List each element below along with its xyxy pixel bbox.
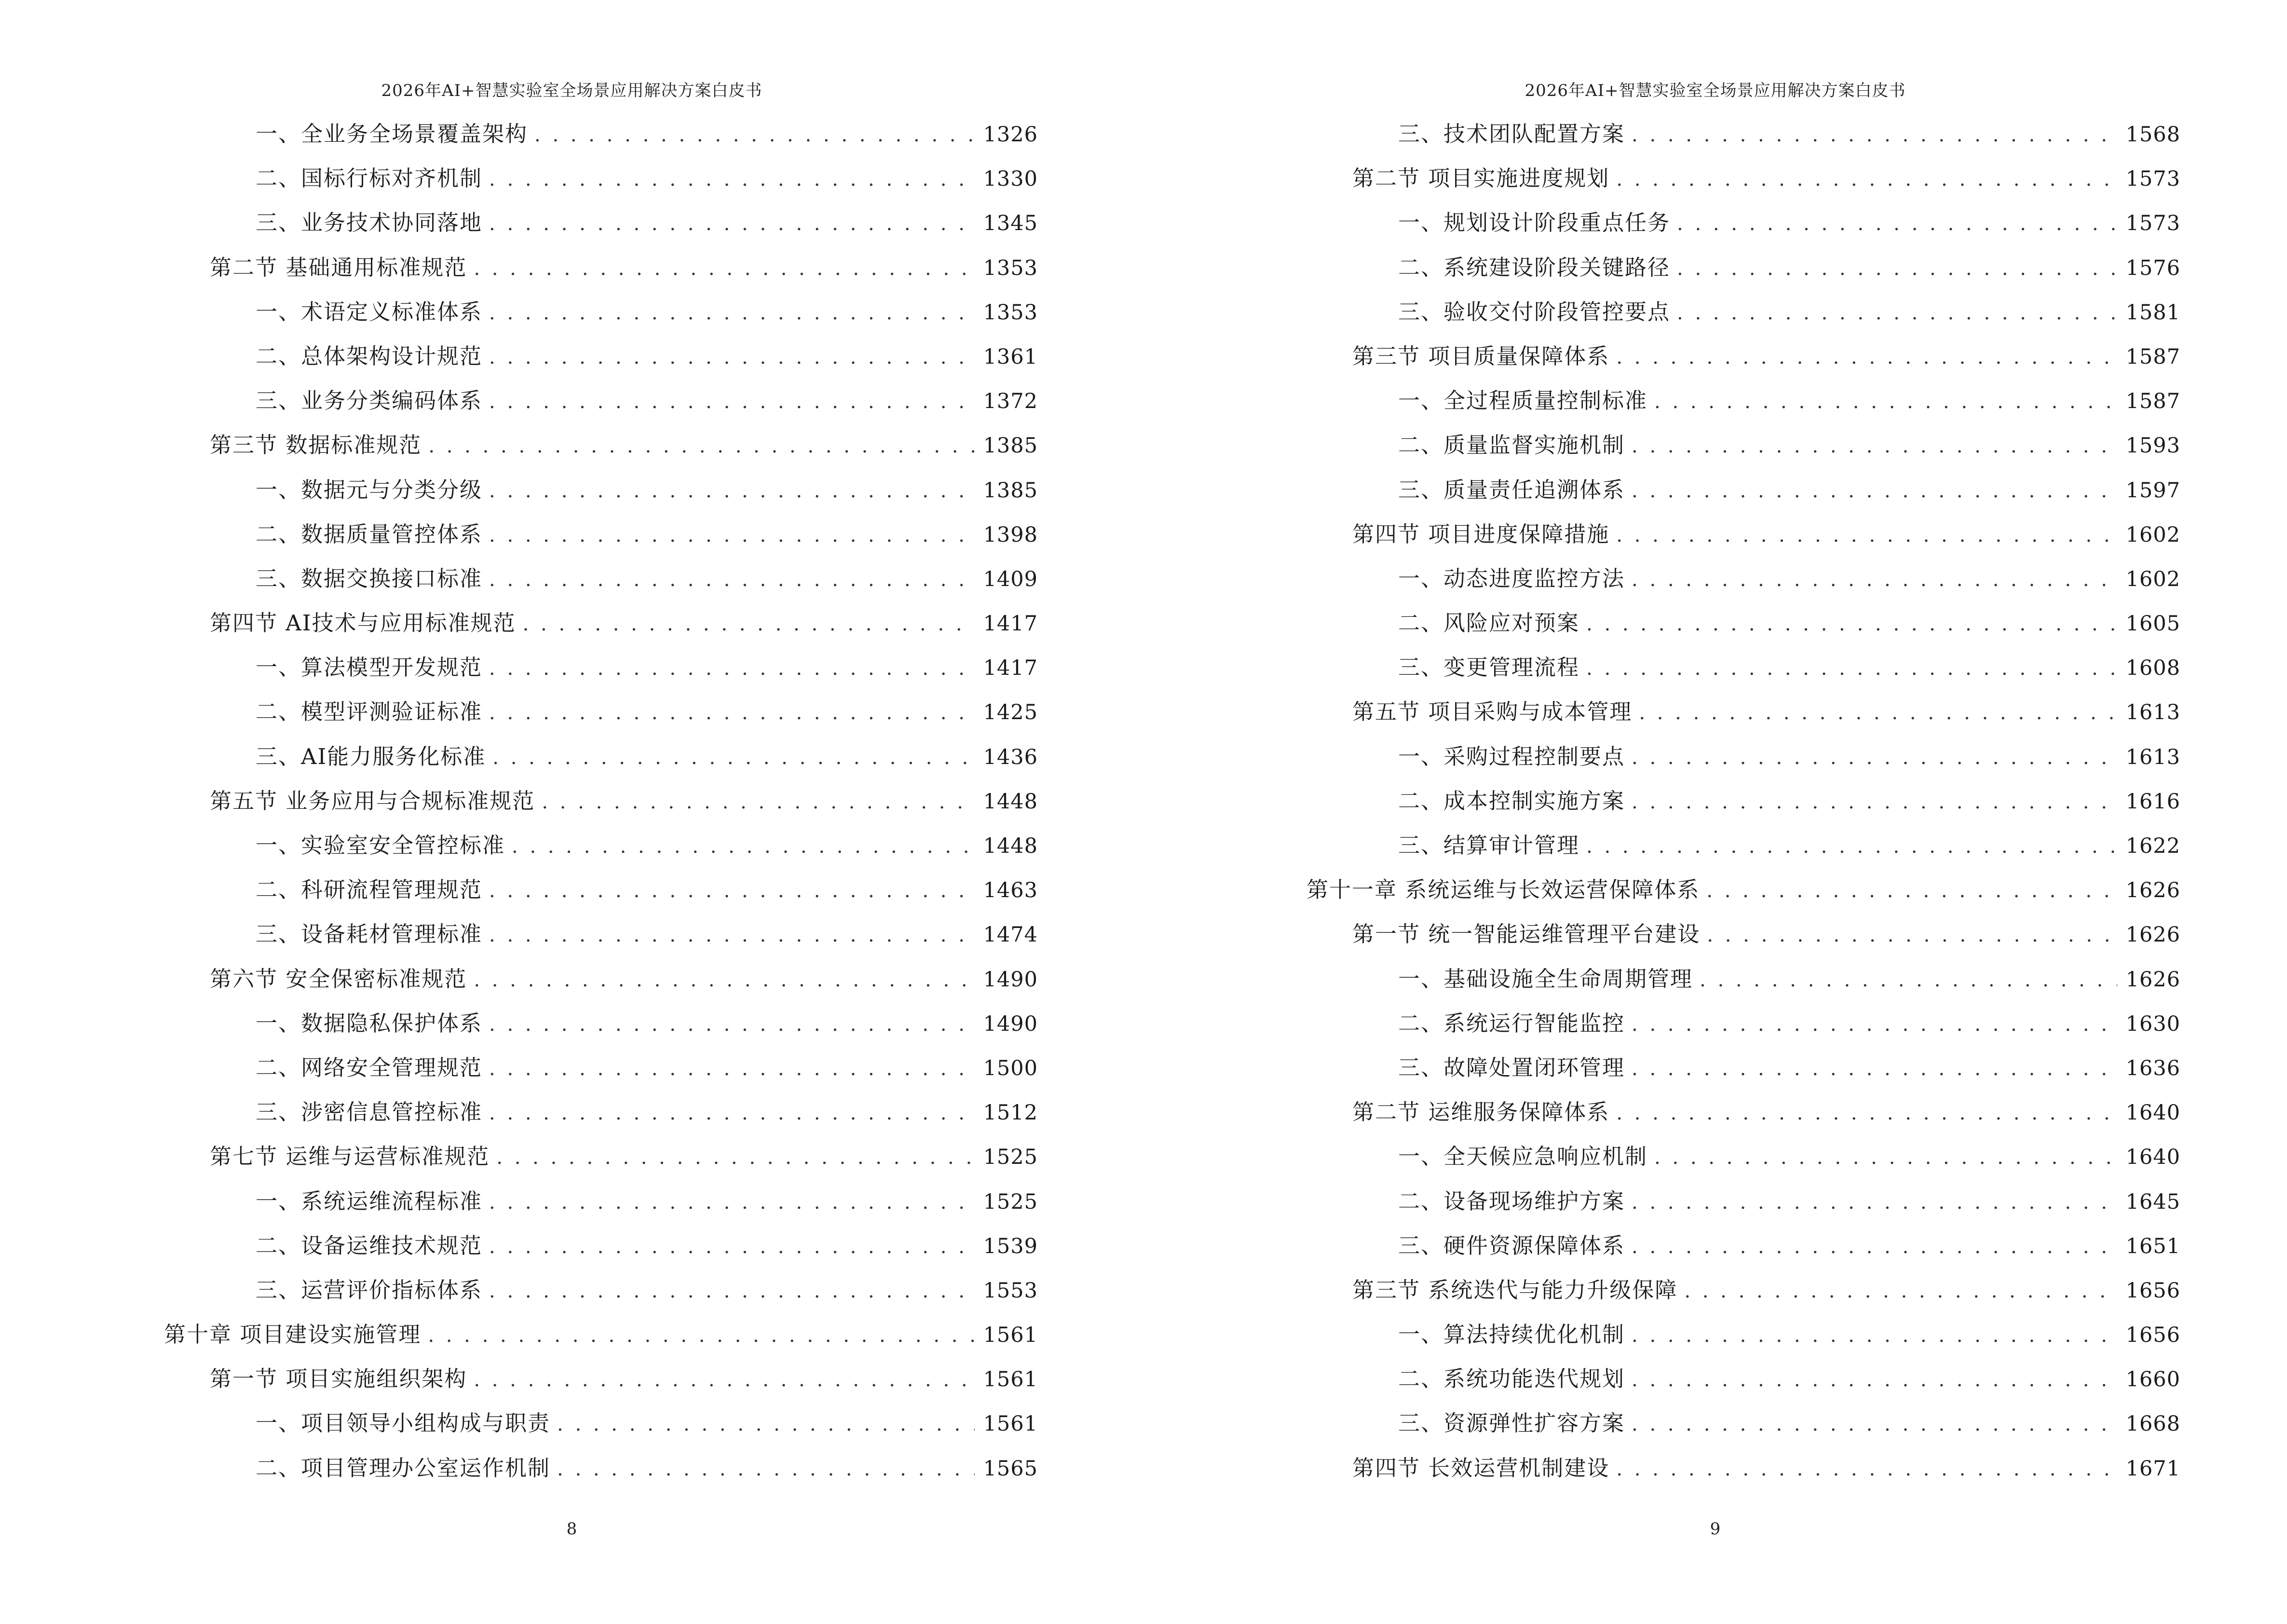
toc-entry-title: 第十章 项目建设实施管理: [164, 1322, 422, 1348]
toc-entry[interactable]: [164, 1401, 1038, 1446]
toc-entry-page-number: 1561: [983, 1323, 1038, 1348]
toc-entry-title: 第四节 项目进度保障措施: [1352, 521, 1610, 547]
toc-entry-page-number: 1448: [983, 834, 1038, 858]
toc-entry[interactable]: [1307, 1446, 2180, 1490]
toc-dot-leader: [489, 157, 975, 202]
toc-entry-page-number: 1671: [2125, 1456, 2180, 1481]
toc-entry-title: 二、系统功能迭代规划: [1398, 1366, 1625, 1392]
toc-entry-title: 二、质量监督实施机制: [1398, 432, 1625, 458]
toc-dot-leader: [489, 1002, 975, 1047]
toc-entry-page-number: 1539: [983, 1234, 1038, 1258]
toc-entry[interactable]: [1307, 1312, 2180, 1357]
toc-entry-page-number: 1640: [2125, 1145, 2180, 1170]
toc-dot-leader: [1616, 1447, 2117, 1491]
toc-entry[interactable]: [164, 645, 1038, 690]
toc-entry-page-number: 1417: [983, 656, 1038, 681]
toc-entry-title: 三、变更管理流程: [1398, 655, 1580, 681]
toc-dot-leader: [512, 824, 975, 869]
toc-dot-leader: [1586, 646, 2117, 691]
toc-entry[interactable]: [1307, 1090, 2180, 1134]
toc-dot-leader: [1616, 513, 2117, 558]
toc-dot-leader: [489, 691, 975, 735]
toc-entry-page-number: 1398: [983, 522, 1038, 547]
toc-entry[interactable]: [164, 868, 1038, 912]
toc-entry-title: 一、全天候应急响应机制: [1398, 1144, 1648, 1170]
toc-entry[interactable]: [1307, 912, 2180, 956]
toc-entry-title: 三、结算审计管理: [1398, 832, 1580, 858]
toc-entry-title: 二、系统建设阶段关键路径: [1398, 254, 1671, 280]
toc-entry-page-number: 1385: [983, 434, 1038, 458]
toc-entry-page-number: 1525: [983, 1145, 1038, 1170]
toc-entry[interactable]: [1307, 735, 2180, 779]
toc-entry[interactable]: [164, 1090, 1038, 1134]
toc-entry-page-number: 1626: [2125, 923, 2180, 947]
toc-entry[interactable]: [1307, 868, 2180, 912]
toc-entry-title: 一、数据隐私保护体系: [256, 1010, 483, 1036]
toc-entry[interactable]: [164, 823, 1038, 868]
toc-entry-title: 第三节 数据标准规范: [210, 432, 422, 458]
table-of-contents: [1307, 112, 2180, 1490]
toc-entry-page-number: 1581: [2125, 300, 2180, 325]
toc-entry-title: 一、基础设施全生命周期管理: [1398, 966, 1693, 992]
toc-entry[interactable]: [1307, 468, 2180, 512]
toc-entry-page-number: 1622: [2125, 834, 2180, 858]
toc-entry-page-number: 1463: [983, 878, 1038, 903]
toc-entry-page-number: 1645: [2125, 1189, 2180, 1214]
toc-entry-page-number: 1626: [2125, 967, 2180, 992]
toc-entry-title: 二、数据质量管控体系: [256, 521, 483, 547]
toc-dot-leader: [1706, 869, 2117, 913]
toc-entry[interactable]: [164, 735, 1038, 779]
toc-entry-title: 第五节 项目采购与成本管理: [1352, 699, 1633, 725]
toc-entry[interactable]: [164, 1357, 1038, 1401]
toc-entry-page-number: 1565: [983, 1456, 1038, 1481]
toc-dot-leader: [489, 513, 975, 558]
toc-entry[interactable]: [1307, 601, 2180, 645]
toc-entry[interactable]: [1307, 1224, 2180, 1268]
toc-entry[interactable]: [1307, 957, 2180, 1001]
toc-entry[interactable]: [164, 290, 1038, 334]
toc-dot-leader: [542, 780, 974, 824]
toc-entry-page-number: 1616: [2125, 789, 2180, 814]
toc-dot-leader: [1632, 1358, 2117, 1402]
toc-dot-leader: [1677, 246, 2117, 291]
toc-entry-page-number: 1425: [983, 700, 1038, 725]
toc-dot-leader: [474, 1358, 974, 1402]
toc-dot-leader: [489, 469, 975, 513]
toc-dot-leader: [534, 113, 975, 157]
toc-dot-leader: [489, 646, 975, 691]
toc-dot-leader: [1632, 736, 2117, 780]
toc-entry-title: 一、算法持续优化机制: [1398, 1322, 1625, 1348]
toc-entry-page-number: 1608: [2125, 656, 2180, 681]
toc-entry-page-number: 1448: [983, 789, 1038, 814]
toc-entry-title: 三、AI能力服务化标准: [256, 743, 486, 769]
toc-entry-title: 三、资源弹性扩容方案: [1398, 1410, 1625, 1436]
toc-entry-page-number: 1660: [2125, 1367, 2180, 1392]
toc-dot-leader: [1684, 1269, 2117, 1313]
table-of-contents: [164, 112, 1038, 1490]
toc-entry-page-number: 1553: [983, 1278, 1038, 1303]
toc-entry[interactable]: [164, 201, 1038, 245]
toc-entry-title: 三、技术团队配置方案: [1398, 121, 1625, 147]
toc-dot-leader: [489, 869, 975, 913]
toc-entry-page-number: 1656: [2125, 1323, 2180, 1348]
toc-dot-leader: [1586, 602, 2117, 646]
toc-entry[interactable]: [1307, 645, 2180, 690]
toc-entry[interactable]: [164, 246, 1038, 290]
toc-entry[interactable]: [164, 1268, 1038, 1312]
toc-entry-title: 一、系统运维流程标准: [256, 1188, 483, 1214]
toc-entry-page-number: 1417: [983, 612, 1038, 636]
toc-entry-page-number: 1593: [2125, 434, 2180, 458]
toc-entry-page-number: 1573: [2125, 167, 2180, 191]
toc-entry-title: 三、数据交换接口标准: [256, 565, 483, 591]
toc-entry-title: 第二节 项目实施进度规划: [1352, 165, 1610, 191]
toc-entry-title: 第三节 系统迭代与能力升级保障: [1352, 1277, 1678, 1303]
toc-dot-leader: [492, 736, 974, 780]
toc-dot-leader: [1639, 691, 2117, 735]
toc-entry-page-number: 1640: [2125, 1101, 2180, 1125]
toc-entry-title: 二、总体架构设计规范: [256, 343, 483, 369]
toc-entry-page-number: 1668: [2125, 1412, 2180, 1436]
toc-entry-page-number: 1587: [2125, 344, 2180, 369]
toc-dot-leader: [428, 424, 974, 468]
toc-entry-page-number: 1597: [2125, 478, 2180, 503]
toc-entry[interactable]: [164, 957, 1038, 1001]
toc-entry-page-number: 1353: [983, 300, 1038, 325]
toc-entry-title: 三、验收交付阶段管控要点: [1398, 299, 1671, 325]
toc-entry-title: 第四节 长效运营机制建设: [1352, 1455, 1610, 1481]
toc-dot-leader: [489, 380, 975, 424]
toc-entry-title: 第五节 业务应用与合规标准规范: [210, 788, 535, 814]
toc-entry-title: 二、风险应对预案: [1398, 610, 1580, 636]
toc-entry[interactable]: [164, 379, 1038, 423]
toc-entry-title: 一、实验室安全管控标准: [256, 832, 505, 858]
toc-entry-page-number: 1587: [2125, 389, 2180, 414]
toc-entry-page-number: 1409: [983, 567, 1038, 591]
toc-entry-title: 二、设备现场维护方案: [1398, 1188, 1625, 1214]
toc-entry-page-number: 1630: [2125, 1011, 2180, 1036]
toc-entry-page-number: 1605: [2125, 612, 2180, 636]
toc-entry[interactable]: [164, 1001, 1038, 1046]
toc-entry[interactable]: [164, 1046, 1038, 1090]
toc-entry[interactable]: [1307, 334, 2180, 379]
toc-entry-title: 第六节 安全保密标准规范: [210, 966, 467, 992]
toc-dot-leader: [489, 291, 975, 335]
toc-dot-leader: [489, 335, 975, 380]
running-header: 2026年AI+智慧实验室全场景应用解决方案白皮书: [381, 81, 762, 100]
running-header: 2026年AI+智慧实验室全场景应用解决方案白皮书: [1525, 81, 1906, 100]
toc-dot-leader: [489, 202, 975, 246]
toc-entry[interactable]: [164, 690, 1038, 734]
toc-entry-page-number: 1636: [2125, 1056, 2180, 1080]
toc-entry-page-number: 1651: [2125, 1234, 2180, 1258]
toc-entry-title: 一、项目领导小组构成与职责: [256, 1410, 551, 1436]
toc-entry[interactable]: [164, 912, 1038, 956]
toc-dot-leader: [1632, 1225, 2117, 1269]
toc-entry-title: 二、科研流程管理规范: [256, 877, 483, 903]
toc-entry-page-number: 1573: [2125, 211, 2180, 236]
toc-entry-title: 一、全过程质量控制标准: [1398, 388, 1648, 414]
toc-dot-leader: [489, 1047, 975, 1091]
toc-entry[interactable]: [164, 557, 1038, 601]
toc-entry[interactable]: [1307, 423, 2180, 467]
toc-dot-leader: [557, 1402, 975, 1447]
toc-dot-leader: [474, 958, 974, 1002]
toc-entry[interactable]: [1307, 1046, 2180, 1090]
right-page: [1144, 0, 2287, 1624]
toc-dot-leader: [489, 1180, 975, 1225]
toc-entry-title: 三、硬件资源保障体系: [1398, 1232, 1625, 1258]
toc-entry-page-number: 1602: [2125, 567, 2180, 591]
page-number: 9: [1710, 1519, 1721, 1539]
toc-entry-title: 第七节 运维与运营标准规范: [210, 1144, 490, 1170]
toc-entry-title: 三、质量责任追溯体系: [1398, 477, 1625, 503]
toc-entry-title: 三、业务分类编码体系: [256, 388, 483, 414]
toc-entry-page-number: 1353: [983, 256, 1038, 280]
toc-entry-title: 二、项目管理办公室运作机制: [256, 1455, 551, 1481]
toc-dot-leader: [1616, 335, 2117, 380]
toc-entry[interactable]: [164, 1134, 1038, 1179]
toc-entry-page-number: 1474: [983, 923, 1038, 947]
toc-entry[interactable]: [1307, 1001, 2180, 1046]
toc-dot-leader: [1616, 157, 2117, 202]
toc-entry[interactable]: [164, 1179, 1038, 1224]
toc-entry[interactable]: [1307, 1401, 2180, 1446]
toc-dot-leader: [1632, 1002, 2117, 1047]
toc-entry[interactable]: [164, 1312, 1038, 1357]
toc-entry-title: 第二节 运维服务保障体系: [1352, 1099, 1610, 1125]
toc-dot-leader: [1700, 958, 2117, 1002]
toc-entry-title: 第一节 项目实施组织架构: [210, 1366, 467, 1392]
toc-entry-page-number: 1372: [983, 389, 1038, 414]
toc-entry-title: 三、涉密信息管控标准: [256, 1099, 483, 1125]
toc-entry[interactable]: [1307, 1268, 2180, 1312]
toc-entry[interactable]: [1307, 1134, 2180, 1179]
toc-dot-leader: [496, 1135, 974, 1180]
toc-entry-page-number: 1490: [983, 1011, 1038, 1036]
toc-dot-leader: [1677, 291, 2117, 335]
toc-entry-title: 二、网络安全管理规范: [256, 1054, 483, 1080]
page-number: 8: [566, 1519, 577, 1539]
toc-entry-title: 三、故障处置闭环管理: [1398, 1054, 1625, 1080]
toc-dot-leader: [1632, 1313, 2117, 1358]
toc-dot-leader: [1632, 1180, 2117, 1225]
toc-entry-title: 一、动态进度监控方法: [1398, 565, 1625, 591]
toc-dot-leader: [1616, 1091, 2117, 1135]
toc-dot-leader: [489, 913, 975, 957]
toc-entry[interactable]: [164, 112, 1038, 156]
toc-entry-title: 一、数据元与分类分级: [256, 477, 483, 503]
toc-entry-title: 一、规划设计阶段重点任务: [1398, 210, 1671, 236]
toc-dot-leader: [489, 1269, 975, 1313]
toc-entry[interactable]: [1307, 290, 2180, 334]
toc-entry-title: 第十一章 系统运维与长效运营保障体系: [1307, 877, 1700, 903]
toc-entry-title: 二、成本控制实施方案: [1398, 788, 1625, 814]
toc-dot-leader: [1632, 1047, 2117, 1091]
toc-entry[interactable]: [1307, 557, 2180, 601]
toc-entry-title: 二、系统运行智能监控: [1398, 1010, 1625, 1036]
toc-entry-page-number: 1561: [983, 1412, 1038, 1436]
toc-entry-page-number: 1361: [983, 344, 1038, 369]
toc-entry[interactable]: [1307, 823, 2180, 868]
toc-dot-leader: [489, 1091, 975, 1135]
toc-entry[interactable]: [1307, 246, 2180, 290]
toc-entry[interactable]: [164, 334, 1038, 379]
toc-entry-page-number: 1613: [2125, 745, 2180, 769]
toc-entry[interactable]: [1307, 112, 2180, 156]
toc-entry[interactable]: [1307, 1179, 2180, 1224]
toc-dot-leader: [1632, 1402, 2117, 1447]
toc-entry-title: 第二节 基础通用标准规范: [210, 254, 467, 280]
toc-entry-page-number: 1436: [983, 745, 1038, 769]
toc-entry[interactable]: [1307, 156, 2180, 201]
toc-entry[interactable]: [1307, 379, 2180, 423]
toc-entry[interactable]: [164, 1446, 1038, 1490]
toc-dot-leader: [428, 1313, 974, 1358]
toc-entry-page-number: 1561: [983, 1367, 1038, 1392]
toc-dot-leader: [1632, 558, 2117, 602]
toc-entry-title: 第四节 AI技术与应用标准规范: [210, 610, 516, 636]
toc-entry[interactable]: [164, 156, 1038, 201]
toc-entry-page-number: 1602: [2125, 522, 2180, 547]
toc-entry[interactable]: [1307, 201, 2180, 245]
toc-entry[interactable]: [164, 601, 1038, 645]
toc-entry-title: 第一节 统一智能运维管理平台建设: [1352, 921, 1701, 947]
toc-dot-leader: [489, 1225, 975, 1269]
toc-entry[interactable]: [1307, 1357, 2180, 1401]
toc-entry-page-number: 1656: [2125, 1278, 2180, 1303]
toc-dot-leader: [1654, 380, 2117, 424]
toc-entry-title: 一、全业务全场景覆盖架构: [256, 121, 528, 147]
toc-entry-title: 三、设备耗材管理标准: [256, 921, 483, 947]
toc-dot-leader: [489, 558, 975, 602]
toc-dot-leader: [1632, 780, 2117, 824]
toc-entry-page-number: 1330: [983, 167, 1038, 191]
toc-entry-page-number: 1500: [983, 1056, 1038, 1080]
toc-dot-leader: [1632, 424, 2117, 468]
toc-entry-title: 二、国标行标对齐机制: [256, 165, 483, 191]
toc-entry-title: 三、业务技术协同落地: [256, 210, 483, 236]
toc-entry-page-number: 1490: [983, 967, 1038, 992]
toc-entry-page-number: 1512: [983, 1101, 1038, 1125]
toc-entry[interactable]: [164, 423, 1038, 467]
toc-entry-title: 一、采购过程控制要点: [1398, 743, 1625, 769]
toc-dot-leader: [1632, 469, 2117, 513]
toc-entry-title: 一、术语定义标准体系: [256, 299, 483, 325]
toc-entry[interactable]: [164, 1224, 1038, 1268]
toc-entry[interactable]: [1307, 779, 2180, 823]
toc-entry-page-number: 1568: [2125, 123, 2180, 147]
toc-entry[interactable]: [1307, 690, 2180, 734]
toc-entry-page-number: 1326: [983, 123, 1038, 147]
toc-dot-leader: [1586, 824, 2117, 869]
toc-entry-page-number: 1576: [2125, 256, 2180, 280]
toc-dot-leader: [1654, 1135, 2117, 1180]
toc-dot-leader: [523, 602, 975, 646]
toc-entry-title: 二、设备运维技术规范: [256, 1232, 483, 1258]
toc-entry-page-number: 1525: [983, 1189, 1038, 1214]
toc-dot-leader: [1707, 913, 2117, 957]
toc-entry-page-number: 1626: [2125, 878, 2180, 903]
toc-entry-title: 三、运营评价指标体系: [256, 1277, 483, 1303]
toc-entry-page-number: 1613: [2125, 700, 2180, 725]
toc-entry-page-number: 1385: [983, 478, 1038, 503]
toc-dot-leader: [1632, 113, 2117, 157]
toc-entry-title: 第三节 项目质量保障体系: [1352, 343, 1610, 369]
toc-entry[interactable]: [164, 512, 1038, 557]
toc-entry[interactable]: [164, 779, 1038, 823]
toc-entry[interactable]: [164, 468, 1038, 512]
toc-entry[interactable]: [1307, 512, 2180, 557]
toc-entry-title: 二、模型评测验证标准: [256, 699, 483, 725]
toc-entry-title: 一、算法模型开发规范: [256, 655, 483, 681]
toc-entry-page-number: 1345: [983, 211, 1038, 236]
toc-dot-leader: [557, 1447, 975, 1491]
toc-dot-leader: [1677, 202, 2117, 246]
toc-dot-leader: [474, 246, 974, 291]
